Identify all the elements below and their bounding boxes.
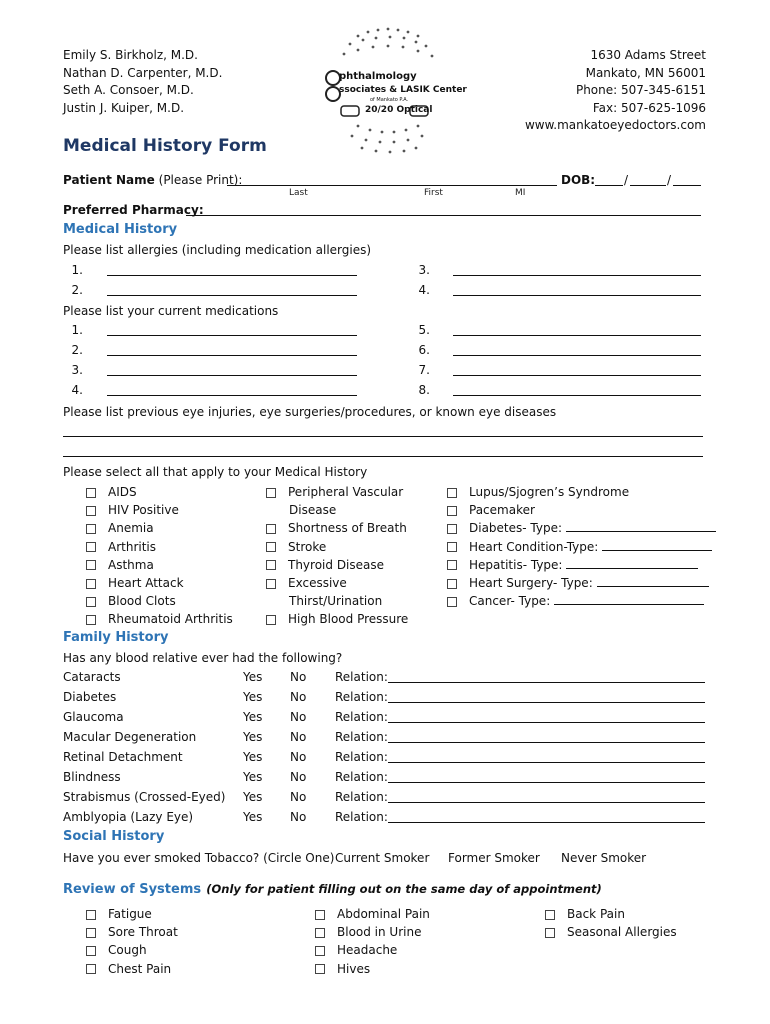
- no-option[interactable]: No: [290, 770, 307, 784]
- checkbox[interactable]: [86, 615, 96, 625]
- relation-field[interactable]: [388, 682, 705, 683]
- dob-label: DOB:: [561, 173, 596, 187]
- relation-label: Relation:: [335, 730, 388, 744]
- list-item: 1.: [71, 323, 83, 337]
- relation-label: Relation:: [335, 810, 388, 824]
- pharmacy-label: Preferred Pharmacy:: [63, 203, 204, 217]
- checkbox[interactable]: [86, 597, 96, 607]
- no-option[interactable]: No: [290, 690, 307, 704]
- yes-option[interactable]: Yes: [243, 750, 263, 764]
- family-condition: Diabetes: [63, 690, 117, 704]
- hepatitis-type-field[interactable]: [566, 557, 698, 569]
- medication-field[interactable]: [107, 395, 357, 396]
- condition-diabetes[interactable]: Diabetes- Type:: [447, 519, 716, 537]
- condition-label-continued: Disease: [289, 503, 337, 518]
- review-cough[interactable]: Cough: [86, 941, 178, 959]
- yes-option[interactable]: Yes: [243, 690, 263, 704]
- checkbox[interactable]: [447, 542, 457, 552]
- checkbox[interactable]: [447, 524, 457, 534]
- review-note: (Only for patient filling out on the same day of appointment): [206, 882, 602, 896]
- allergy-field[interactable]: [453, 295, 701, 296]
- no-option[interactable]: No: [290, 810, 307, 824]
- condition-excessive-thirst[interactable]: Excessive: [266, 574, 408, 592]
- relation-label: Relation:: [335, 750, 388, 764]
- checkbox[interactable]: [86, 488, 96, 498]
- checkbox[interactable]: [266, 542, 276, 552]
- relation-label: Relation:: [335, 770, 388, 784]
- checkbox[interactable]: [545, 928, 555, 938]
- condition-shortness-of-breath[interactable]: Shortness of Breath: [266, 519, 408, 537]
- relation-field[interactable]: [388, 782, 705, 783]
- address-website[interactable]: www.mankatoeyedoctors.com: [524, 118, 706, 132]
- condition-hiv[interactable]: HIV Positive: [86, 501, 233, 519]
- condition-list-3: [447, 483, 716, 610]
- doctor-name: Emily S. Birkholz, M.D.: [63, 48, 198, 62]
- logo-line-3: of Mankato P.A.: [370, 97, 409, 103]
- relation-field[interactable]: [388, 762, 705, 763]
- review-heading-row: [63, 878, 602, 897]
- no-option[interactable]: No: [290, 670, 307, 684]
- condition-label-continued: Thirst/Urination: [289, 594, 383, 609]
- doctor-name: Seth A. Consoer, M.D.: [63, 83, 194, 97]
- condition-aids[interactable]: AIDS: [86, 483, 233, 501]
- no-option[interactable]: No: [290, 750, 307, 764]
- yes-option[interactable]: Yes: [243, 770, 263, 784]
- list-item: 3.: [71, 363, 83, 377]
- family-condition: Glaucoma: [63, 710, 124, 724]
- checkbox[interactable]: [447, 579, 457, 589]
- checkbox[interactable]: [266, 524, 276, 534]
- eye-history-field[interactable]: [63, 456, 703, 457]
- checkbox[interactable]: [447, 506, 457, 516]
- doctor-list: [63, 47, 222, 117]
- tobacco-option-current[interactable]: Current Smoker: [335, 851, 430, 865]
- relation-field[interactable]: [388, 702, 705, 703]
- diabetes-type-field[interactable]: [566, 520, 716, 532]
- relation-label: Relation:: [335, 670, 388, 684]
- review-blood-in-urine[interactable]: Blood in Urine: [315, 923, 430, 941]
- address-street: 1630 Adams Street: [590, 48, 706, 62]
- middle-initial-hint: MI: [515, 188, 526, 198]
- medication-field[interactable]: [107, 335, 357, 336]
- checkbox[interactable]: [266, 488, 276, 498]
- condition-lupus[interactable]: Lupus/Sjogren’s Syndrome: [447, 483, 716, 501]
- relation-label: Relation:: [335, 710, 388, 724]
- checkbox[interactable]: [447, 488, 457, 498]
- logo-line-1: phthalmology: [339, 71, 417, 82]
- allergy-field[interactable]: [107, 275, 357, 276]
- first-name-hint: First: [424, 188, 443, 198]
- address-phone: Phone: 507-345-6151: [575, 83, 706, 97]
- list-item: 2.: [71, 283, 83, 297]
- dob-separator: /: [624, 173, 629, 187]
- list-item: 5.: [418, 323, 430, 337]
- list-item: 8.: [418, 383, 430, 397]
- social-history-heading: Social History: [63, 829, 165, 844]
- review-abdominal-pain[interactable]: Abdominal Pain: [315, 905, 430, 923]
- review-list-3: [545, 905, 677, 941]
- checkbox[interactable]: [545, 910, 555, 920]
- condition-heart-condition[interactable]: Heart Condition-Type:: [447, 538, 716, 556]
- checkbox[interactable]: [86, 542, 96, 552]
- review-seasonal-allergies[interactable]: Seasonal Allergies: [545, 923, 677, 941]
- review-heading: Review of Systems: [63, 882, 202, 897]
- checkbox[interactable]: [266, 579, 276, 589]
- checkbox[interactable]: [86, 506, 96, 516]
- relation-field[interactable]: [388, 722, 705, 723]
- checkbox[interactable]: [315, 928, 325, 938]
- review-list-1: [86, 905, 178, 978]
- relation-label: Relation:: [335, 790, 388, 804]
- medication-field[interactable]: [453, 355, 701, 356]
- list-item: 2.: [71, 343, 83, 357]
- checkbox[interactable]: [86, 964, 96, 974]
- checkbox[interactable]: [266, 560, 276, 570]
- doctor-name: Nathan D. Carpenter, M.D.: [63, 65, 223, 80]
- checkbox[interactable]: [86, 946, 96, 956]
- medication-field[interactable]: [107, 355, 357, 356]
- medical-history-heading: Medical History: [63, 222, 178, 237]
- tobacco-option-never[interactable]: Never Smoker: [561, 851, 647, 865]
- doctor-name: Justin J. Kuiper, M.D.: [63, 100, 185, 115]
- relation-label: Relation:: [335, 690, 388, 704]
- no-option[interactable]: No: [290, 790, 307, 804]
- checkbox[interactable]: [315, 946, 325, 956]
- yes-option[interactable]: Yes: [243, 670, 263, 684]
- dob-month-field[interactable]: [595, 185, 623, 186]
- yes-option[interactable]: Yes: [243, 730, 263, 744]
- medication-field[interactable]: [107, 375, 357, 376]
- review-chest-pain[interactable]: Chest Pain: [86, 960, 178, 978]
- medication-field[interactable]: [453, 375, 701, 376]
- yes-option[interactable]: Yes: [243, 710, 263, 724]
- logo-line-2: ssociates & LASIK Center: [339, 85, 467, 95]
- list-item: 1.: [71, 263, 83, 277]
- address-fax: Fax: 507-625-1096: [592, 100, 706, 115]
- patient-name-hint: (Please Print):: [158, 173, 243, 187]
- clinic-address: [525, 47, 706, 135]
- condition-thyroid[interactable]: Thyroid Disease: [266, 556, 408, 574]
- list-item: 6.: [418, 343, 430, 357]
- cancer-type-field[interactable]: [554, 593, 704, 605]
- review-headache[interactable]: Headache: [315, 941, 430, 959]
- allergy-field[interactable]: [107, 295, 357, 296]
- allergy-field[interactable]: [453, 275, 701, 276]
- heart-condition-type-field[interactable]: [602, 539, 712, 551]
- condition-heart-attack[interactable]: Heart Attack: [86, 574, 233, 592]
- family-condition: Macular Degeneration: [63, 730, 197, 744]
- family-condition: Cataracts: [63, 670, 121, 684]
- last-name-hint: Last: [289, 188, 308, 198]
- review-sore-throat[interactable]: Sore Throat: [86, 923, 178, 941]
- medication-field[interactable]: [453, 335, 701, 336]
- logo-line-4: 20/20 Optical: [365, 105, 433, 115]
- family-condition: Strabismus (Crossed-Eyed): [63, 790, 226, 804]
- condition-cancer[interactable]: Cancer- Type:: [447, 592, 716, 610]
- relation-field[interactable]: [388, 822, 705, 823]
- condition-hepatitis[interactable]: Hepatitis- Type:: [447, 556, 716, 574]
- checkbox[interactable]: [86, 524, 96, 534]
- checkbox[interactable]: [86, 560, 96, 570]
- pharmacy-field[interactable]: [186, 215, 701, 216]
- relation-field[interactable]: [388, 742, 705, 743]
- review-back-pain[interactable]: Back Pain: [545, 905, 677, 923]
- no-option[interactable]: No: [290, 730, 307, 744]
- list-item: 4.: [418, 283, 430, 297]
- checkbox[interactable]: [266, 615, 276, 625]
- heart-surgery-type-field[interactable]: [597, 575, 709, 587]
- clinic-logo: [318, 26, 467, 156]
- patient-name-field[interactable]: [227, 185, 557, 186]
- condition-list-1: [86, 483, 233, 629]
- list-item: 4.: [71, 383, 83, 397]
- checkbox[interactable]: [86, 579, 96, 589]
- condition-pacemaker[interactable]: Pacemaker: [447, 501, 716, 519]
- medication-field[interactable]: [453, 395, 701, 396]
- condition-anemia[interactable]: Anemia: [86, 519, 233, 537]
- condition-list-2: [266, 483, 408, 629]
- relation-field[interactable]: [388, 802, 705, 803]
- family-condition: Retinal Detachment: [63, 750, 183, 764]
- eye-history-prompt: Please list previous eye injuries, eye surgeries/procedures, or known eye diseases: [63, 405, 557, 419]
- condition-stroke[interactable]: Stroke: [266, 538, 408, 556]
- condition-heart-surgery[interactable]: Heart Surgery- Type:: [447, 574, 716, 592]
- eye-history-field[interactable]: [63, 436, 703, 437]
- patient-name-row: [63, 172, 242, 188]
- allergies-prompt: Please list allergies (including medication allergies): [63, 243, 372, 257]
- no-option[interactable]: No: [290, 710, 307, 724]
- tobacco-question: Have you ever smoked Tobacco? (Circle One): [63, 851, 335, 865]
- tobacco-option-former[interactable]: Former Smoker: [448, 851, 540, 865]
- family-history-prompt: Has any blood relative ever had the following?: [63, 651, 343, 665]
- yes-option[interactable]: Yes: [243, 810, 263, 824]
- checkbox[interactable]: [315, 964, 325, 974]
- checkbox[interactable]: [86, 910, 96, 920]
- condition-high-blood-pressure[interactable]: High Blood Pressure: [266, 610, 408, 628]
- review-hives[interactable]: Hives: [315, 960, 430, 978]
- condition-arthritis[interactable]: Arthritis: [86, 538, 233, 556]
- patient-name-label: Patient Name: [63, 173, 155, 187]
- dob-day-field[interactable]: [630, 185, 666, 186]
- dob-year-field[interactable]: [673, 185, 701, 186]
- family-condition: Amblyopia (Lazy Eye): [63, 810, 194, 824]
- address-city: Mankato, MN 56001: [585, 65, 706, 80]
- checkbox[interactable]: [447, 597, 457, 607]
- condition-blood-clots[interactable]: Blood Clots: [86, 592, 233, 610]
- condition-asthma[interactable]: Asthma: [86, 556, 233, 574]
- condition-peripheral-vascular[interactable]: Peripheral Vascular: [266, 483, 408, 501]
- condition-rheumatoid-arthritis[interactable]: Rheumatoid Arthritis: [86, 610, 233, 628]
- family-history-heading: Family History: [63, 630, 169, 645]
- page-title: Medical History Form: [63, 136, 267, 156]
- yes-option[interactable]: Yes: [243, 790, 263, 804]
- dob-separator: /: [667, 173, 672, 187]
- list-item: 7.: [418, 363, 430, 377]
- family-condition: Blindness: [63, 770, 121, 784]
- list-item: 3.: [418, 263, 430, 277]
- checkbox[interactable]: [315, 910, 325, 920]
- checkbox[interactable]: [447, 560, 457, 570]
- review-list-2: [315, 905, 430, 978]
- select-prompt: Please select all that apply to your Medical History: [63, 465, 368, 479]
- medications-prompt: Please list your current medications: [63, 304, 279, 318]
- checkbox[interactable]: [86, 928, 96, 938]
- review-fatigue[interactable]: Fatigue: [86, 905, 178, 923]
